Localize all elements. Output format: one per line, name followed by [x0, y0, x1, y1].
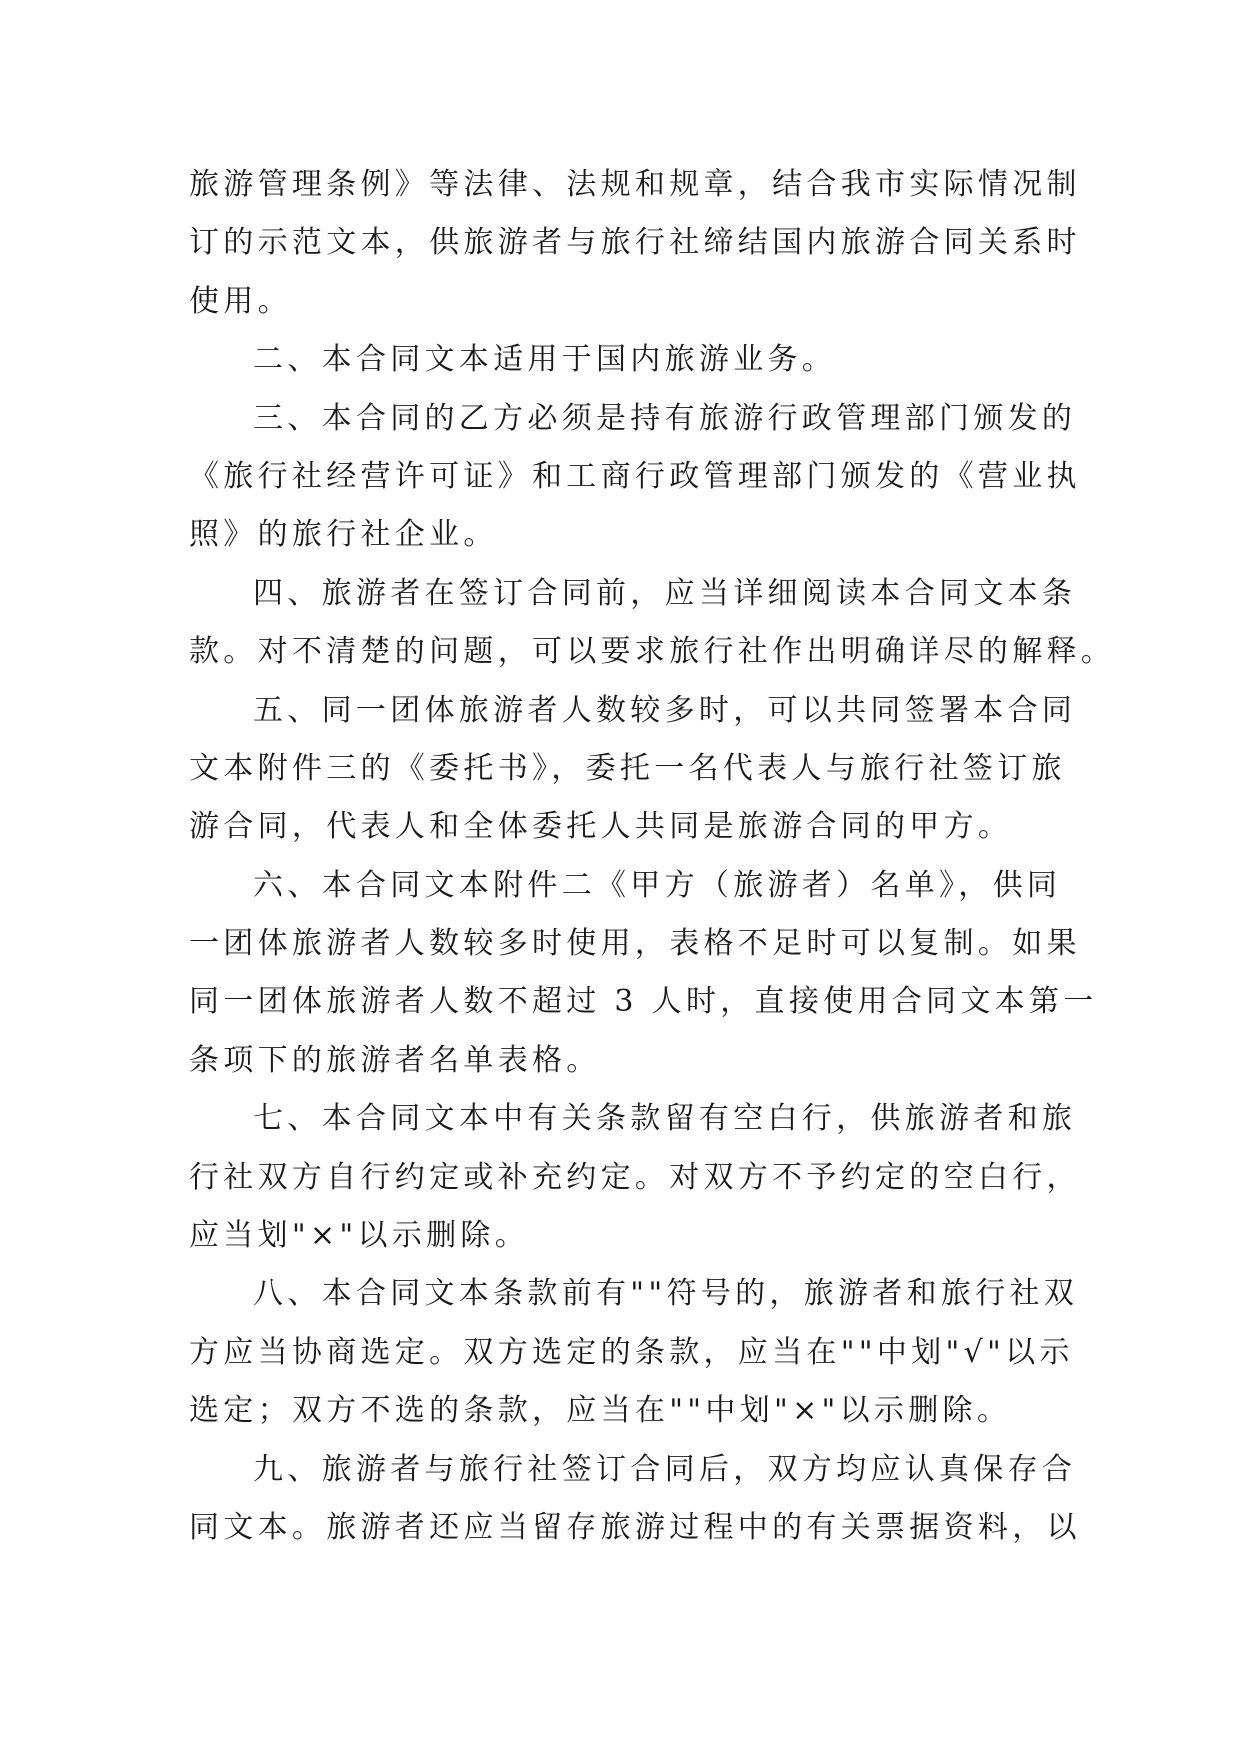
text-line: 行社双方自行约定或补充约定。对双方不予约定的空白行， — [189, 1159, 1081, 1195]
text-line: 九、旅游者与旅行社签订合同后，双方均应认真保存合 — [253, 1451, 1077, 1487]
text-line: 应当划"×"以示删除。 — [189, 1218, 530, 1254]
text-line: 二、本合同文本适用于国内旅游业务。 — [253, 342, 837, 378]
text-line: 照》的旅行社企业。 — [189, 517, 498, 553]
text-line: 五、同一团体旅游者人数较多时，可以共同签署本合同 — [253, 692, 1077, 728]
text-line: 三、本合同的乙方必须是持有旅游行政管理部门颁发的 — [253, 400, 1077, 436]
text-line: 同一团体旅游者人数不超过 3 人时，直接使用合同文本第一 — [189, 984, 1098, 1020]
text-line: 同文本。旅游者还应当留存旅游过程中的有关票据资料，以 — [189, 1509, 1081, 1545]
text-line: 条项下的旅游者名单表格。 — [189, 1042, 601, 1078]
text-line: 四、旅游者在签订合同前，应当详细阅读本合同文本条 — [253, 575, 1077, 611]
text-line: 使用。 — [189, 283, 292, 319]
text-line: 一团体旅游者人数较多时使用，表格不足时可以复制。如果 — [189, 926, 1081, 962]
document-body — [189, 156, 1116, 1557]
text-line: 七、本合同文本中有关条款留有空白行，供旅游者和旅 — [253, 1101, 1077, 1137]
text-line: 游合同，代表人和全体委托人共同是旅游合同的甲方。 — [189, 809, 1013, 845]
text-line: 方应当协商选定。双方选定的条款，应当在""中划"√"以示 — [189, 1334, 1074, 1370]
text-line: 六、本合同文本附件二《甲方（旅游者）名单》，供同 — [253, 867, 1062, 903]
text-line: 《旅行社经营许可证》和工商行政管理部门颁发的《营业执 — [189, 458, 1081, 494]
text-line: 旅游管理条例》等法律、法规和规章，结合我市实际情况制 — [189, 167, 1081, 202]
text-line: 选定；双方不选的条款，应当在""中划"×"以示删除。 — [189, 1393, 1012, 1429]
text-line: 八、本合同文本条款前有""符号的，旅游者和旅行社双 — [253, 1276, 1079, 1312]
text-line: 文本附件三的《委托书》，委托一名代表人与旅行社签订旅 — [189, 750, 1066, 786]
text-line: 款。对不清楚的问题，可以要求旅行社作出明确详尽的解释。 — [189, 634, 1116, 670]
text-line: 订的示范文本，供旅游者与旅行社缔结国内旅游合同关系时 — [189, 225, 1081, 261]
